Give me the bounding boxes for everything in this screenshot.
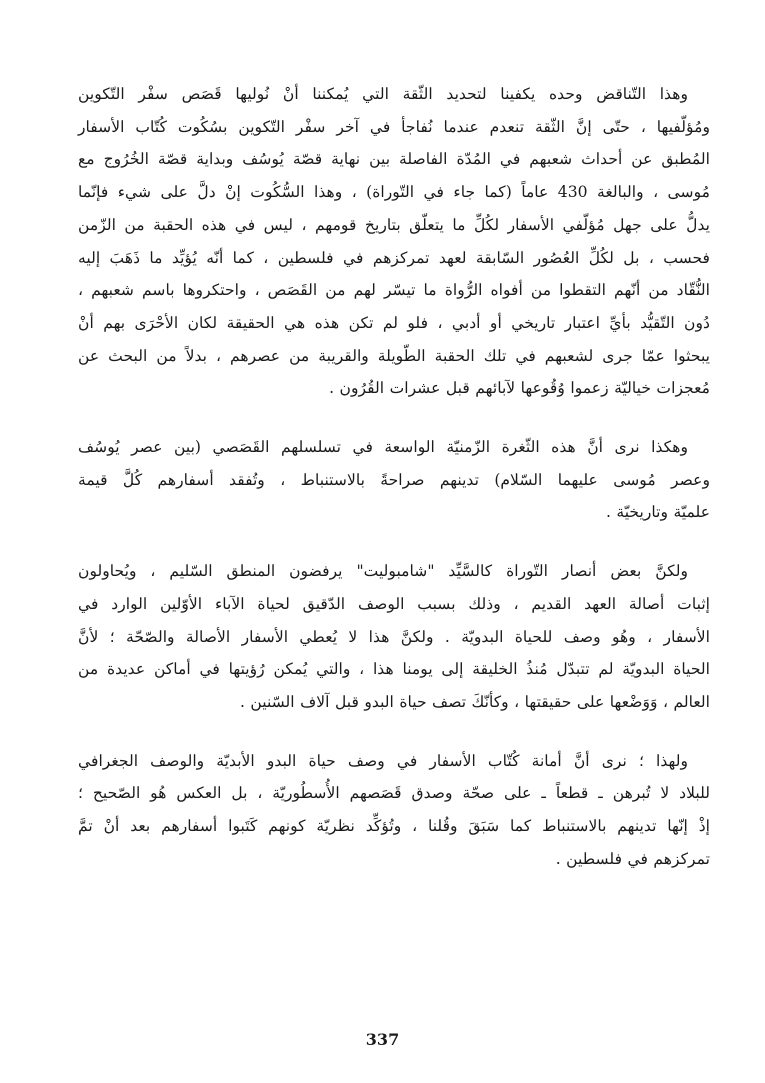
- text-line: يبحثوا عمّا جرى لشعبهم في تلك الحقبة الطّويلة والقريبة من عصرهم ، بدلاً من البحث عن: [78, 346, 710, 365]
- text-line: ولكنَّ بعض أنصار التّوراة كالسَّيِّد "شامبوليت" يرفضون المنطق السّليم ، ويُحاولون: [78, 562, 688, 581]
- page-number: 337: [365, 1030, 400, 1049]
- text-line: العالم ، وَوَضْعها على حقيقتها ، وكأنّكَ تصف حياة البدو قبل آلاف السّنين .: [239, 692, 710, 711]
- text-line: ومُؤلّفيها ، حتّى إنَّ الثّقة تنعدم عندما نُفاجأ في آخر سفْر التّكوين بسُكُوت كُتّاب الأسفار: [78, 117, 710, 136]
- text-line: دُون التّقيُّد بأيِّ اعتبار تاريخي أو أدبي ، فلو لم تكن هذه هي الحقيقة لكان الأحْرَى بهم أنْ: [78, 313, 710, 332]
- paragraph-4: [78, 745, 710, 876]
- text-line: المُطبق عن أحداث شعبهم في المُدّة الفاصلة بين نهاية قصّة يُوسُف وبداية قصّة الخُرُوج مع: [78, 150, 710, 169]
- text-line: علميّة وتاريخيّة .: [605, 503, 710, 522]
- text-line: وهذا التّناقض وحده يكفينا لتحديد الثّقة التي يُمكننا أنْ نُوليها قَصَص سفْر التّكوين: [78, 85, 688, 103]
- text-line: الحياة البدويّة لم تتبدّل مُنذُ الخليقة إلى يومنا هذا ، والتي يُمكن رُؤيتها في أماكن عديدة من: [78, 660, 710, 679]
- text-line: تمركزهم في فلسطين .: [555, 849, 710, 868]
- paragraph-3: [78, 555, 710, 719]
- text-line: فحسب ، بل لكُلِّ العُصُور السّابقة لعهد تمركزهم في فلسطين ، كما أنّه يُؤيِّد ما ذَهَبَ إليه: [78, 248, 710, 267]
- text-line: ولهذا ؛ نرى أنَّ أمانة كُتّاب الأسفار في وصف حياة البدو الأبديّة والوصف الجغرافي: [78, 751, 688, 770]
- text-line: وهكذا نرى أنَّ هذه الثّغرة الزّمنيّة الواسعة في تسلسلهم القَصَصي (بين عصر يُوسُف: [78, 438, 688, 457]
- text-line: إذْ إنّها تدينهم بالاستنباط كما سَبَقَ وقُلنا ، وتُؤكِّد نظريّة كونهم كَتَبوا أسفارهم بعد أنْ تمَّ: [78, 817, 710, 836]
- paragraph-1: [78, 78, 710, 405]
- text-line: مُعجزات خياليّة زعموا وُقُوعها لآبائهم قبل عشرات القُرُون .: [329, 379, 710, 398]
- page-body: [78, 78, 710, 1008]
- text-line: الأسفار ، وهُو وصف للحياة البدويّة . ولكنَّ هذا لا يُعطي الأسفار الأصالة والصّحّة ؛ لأنَّ: [78, 627, 710, 646]
- paragraph-2: [78, 431, 710, 529]
- text-line: وعصر مُوسى عليهما السّلام) تدينهم صراحةً بالاستنباط ، وتُفقد أسفارهم كُلَّ قيمة: [78, 470, 710, 489]
- text-line: النُّقّاد من أنّهم التقطوا من أفواه الرُّواة ما تيسّر لهم من القَصَص ، واحتكروها باسم شعبهم ،: [78, 281, 710, 300]
- text-line: يدلُّ على جهل مُؤلّفي الأسفار لكُلِّ ما يتعلّق بتاريخ قومهم ، ليس في هذه الحقبة من الزّمن: [78, 215, 710, 234]
- text-line: مُوسى ، والبالغة 430 عاماً (كما جاء في التّوراة) ، وهذا السُّكُوت إنْ دلَّ على شيء فإنّما: [78, 183, 710, 202]
- text-line: إثبات أصالة العهد القديم ، وذلك بسبب الوصف الدّقيق لحياة الآباء الأوّلين الوارد في: [78, 594, 710, 613]
- text-line: للبلاد لا تُبرهن ـ قطعاً ـ على صحّة وصدق قَصَصهم الأُسطُوريّة ، بل العكس هُو الصّحيح ؛: [78, 784, 710, 803]
